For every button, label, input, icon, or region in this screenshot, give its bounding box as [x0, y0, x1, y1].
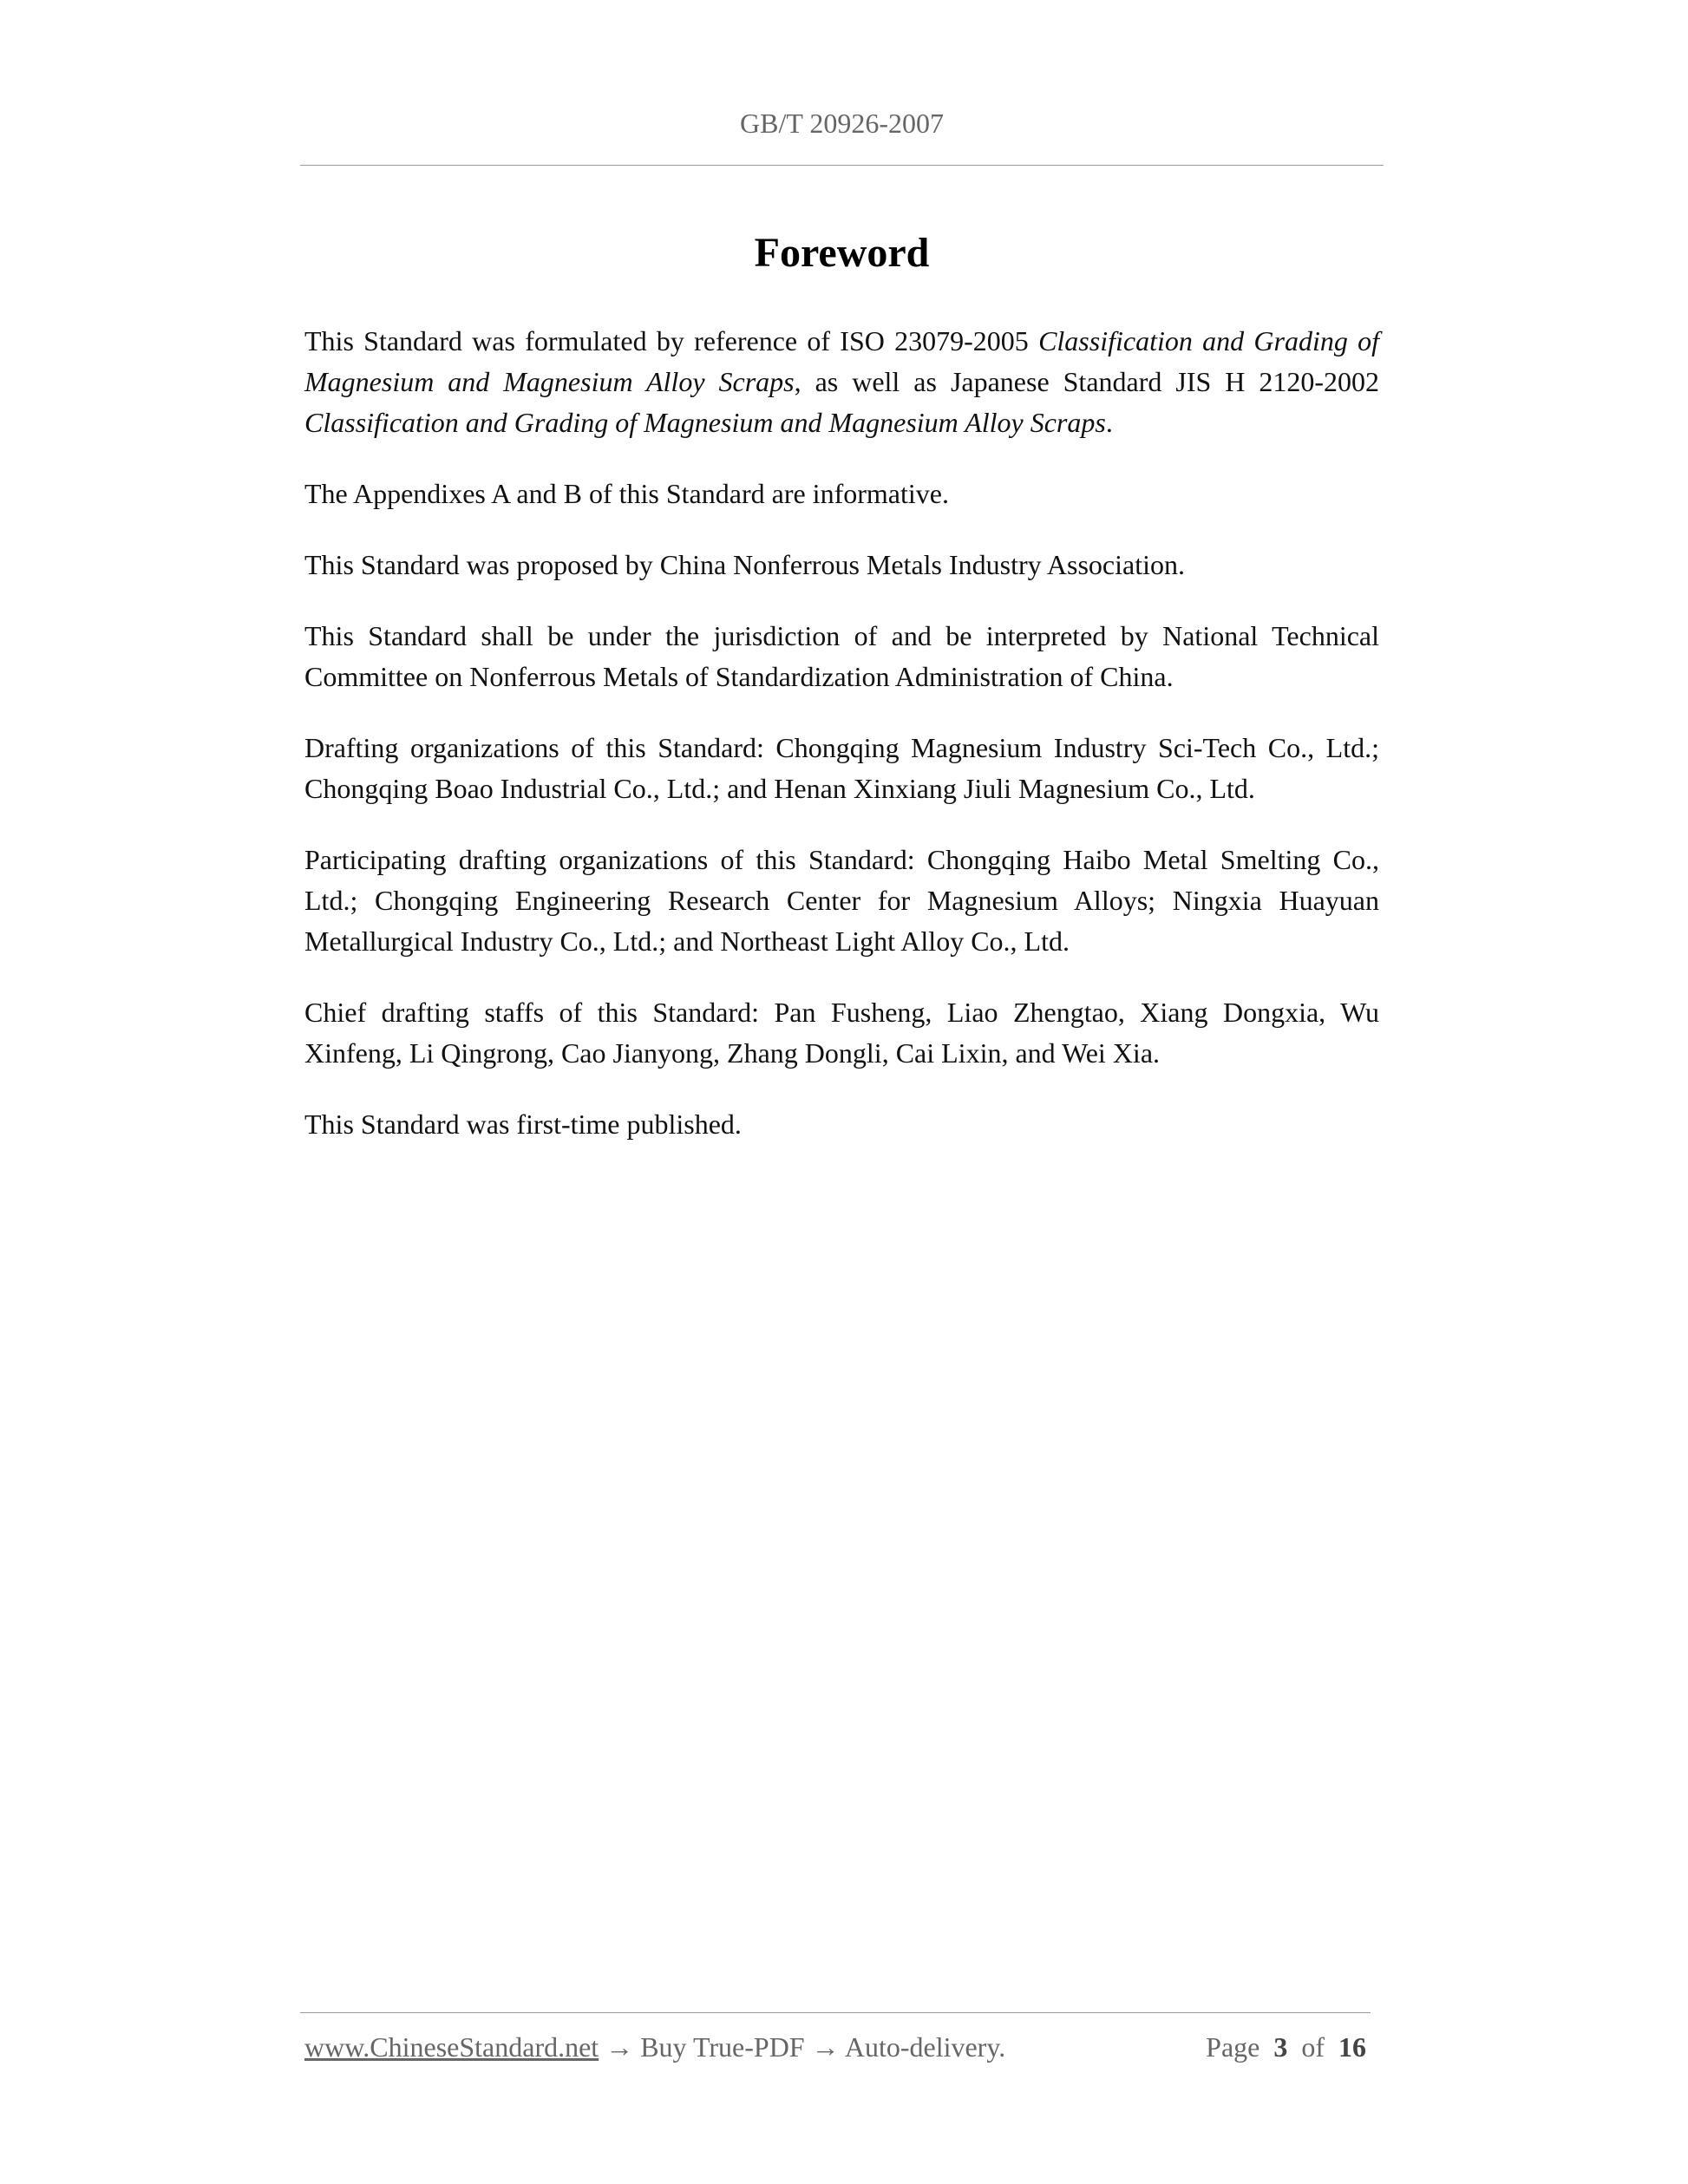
paragraph-proposed-by: This Standard was proposed by China Nonferrous Metals Industry Association. — [304, 549, 1185, 580]
foreword-body — [304, 321, 1379, 1175]
page-indicator: Page 3 of 16 — [1206, 2031, 1366, 2063]
iso-title: Classification and Grading of Magnesium and Magnesium Alloy Scraps — [304, 325, 1380, 397]
website-link[interactable]: www.ChineseStandard.net — [304, 2031, 599, 2063]
footer-divider — [300, 2012, 1371, 2013]
standard-code: GB/T 20926-2007 — [740, 108, 944, 139]
paragraph-jurisdiction: This Standard shall be under the jurisdiction of and be interpreted by National Technical Committee on Nonferrous Metals of Standardization Administration of China. — [304, 620, 1379, 692]
arrow-right-icon: → — [605, 2031, 634, 2063]
footer-promo — [304, 2031, 1005, 2063]
jis-title: Classification and Grading of Magnesium and Magnesium Alloy Scraps — [304, 407, 1106, 438]
arrow-right-icon: → — [811, 2031, 840, 2063]
paragraph-appendixes: The Appendixes A and B of this Standard are informative. — [304, 478, 949, 509]
paragraph-reference: This Standard was formulated by reference of ISO 23079-2005 Classification and Grading of Magnesium and Magnesium Alloy Scraps, as well as Japanese Standard JIS H 2120-2002 Classification and Grading of Magnesium and Magnesium Alloy Scraps. — [304, 325, 1380, 438]
running-header — [300, 108, 1384, 166]
delivery-step: Auto-delivery. — [844, 2031, 1006, 2063]
page-title: Foreword — [754, 230, 930, 276]
total-pages: 16 — [1338, 2031, 1366, 2063]
paragraph-drafting-orgs: Drafting organizations of this Standard: Chongqing Magnesium Industry Sci-Tech Co., Ltd.; Chongqing Boao Industrial Co., Ltd.; and Henan Xinxiang Jiuli Magnesium Co., Ltd. — [304, 732, 1379, 804]
paragraph-publication: This Standard was first-time published. — [304, 1108, 742, 1140]
buy-step: Buy True-PDF — [640, 2031, 805, 2063]
paragraph-participating-orgs: Participating drafting organizations of this Standard: Chongqing Haibo Metal Smelting Co., Ltd.; Chongqing Engineering Research Center for Magnesium Alloys; Ningxia Huayuan Metallurgical Industry Co., Ltd.; and Northeast Light Alloy Co., Ltd. — [304, 844, 1379, 957]
paragraph-chief-staff: Chief drafting staffs of this Standard: Pan Fusheng, Liao Zhengtao, Xiang Dongxia, Wu Xinfeng, Li Qingrong, Cao Jianyong, Zhang Dongli, Cai Lixin, and Wei Xia. — [304, 997, 1379, 1069]
current-page: 3 — [1273, 2031, 1288, 2063]
